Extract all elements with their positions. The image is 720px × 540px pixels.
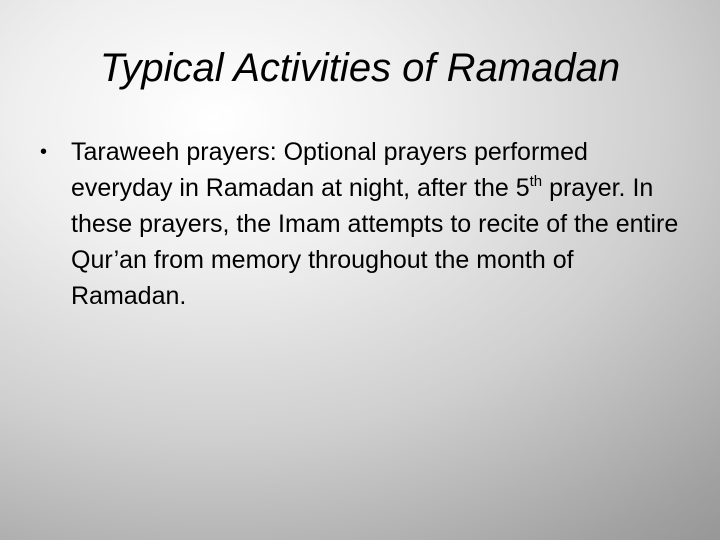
bullet-text-superscript: th [529,173,543,190]
bullet-text-after: prayer. In these prayers, the Imam attempts to recite of the entire Qur’an from memory throughout the month of Ramadan. [71,174,679,310]
bullet-dot-icon: • [40,141,48,163]
bullet-list [40,134,680,314]
bullet-text-before: Taraweeh prayers: Optional prayers performed everyday in Ramadan at night, after the 5 [71,138,588,202]
slide-title: Typical Activities of Ramadan [99,46,621,90]
bullet-item [40,134,680,314]
